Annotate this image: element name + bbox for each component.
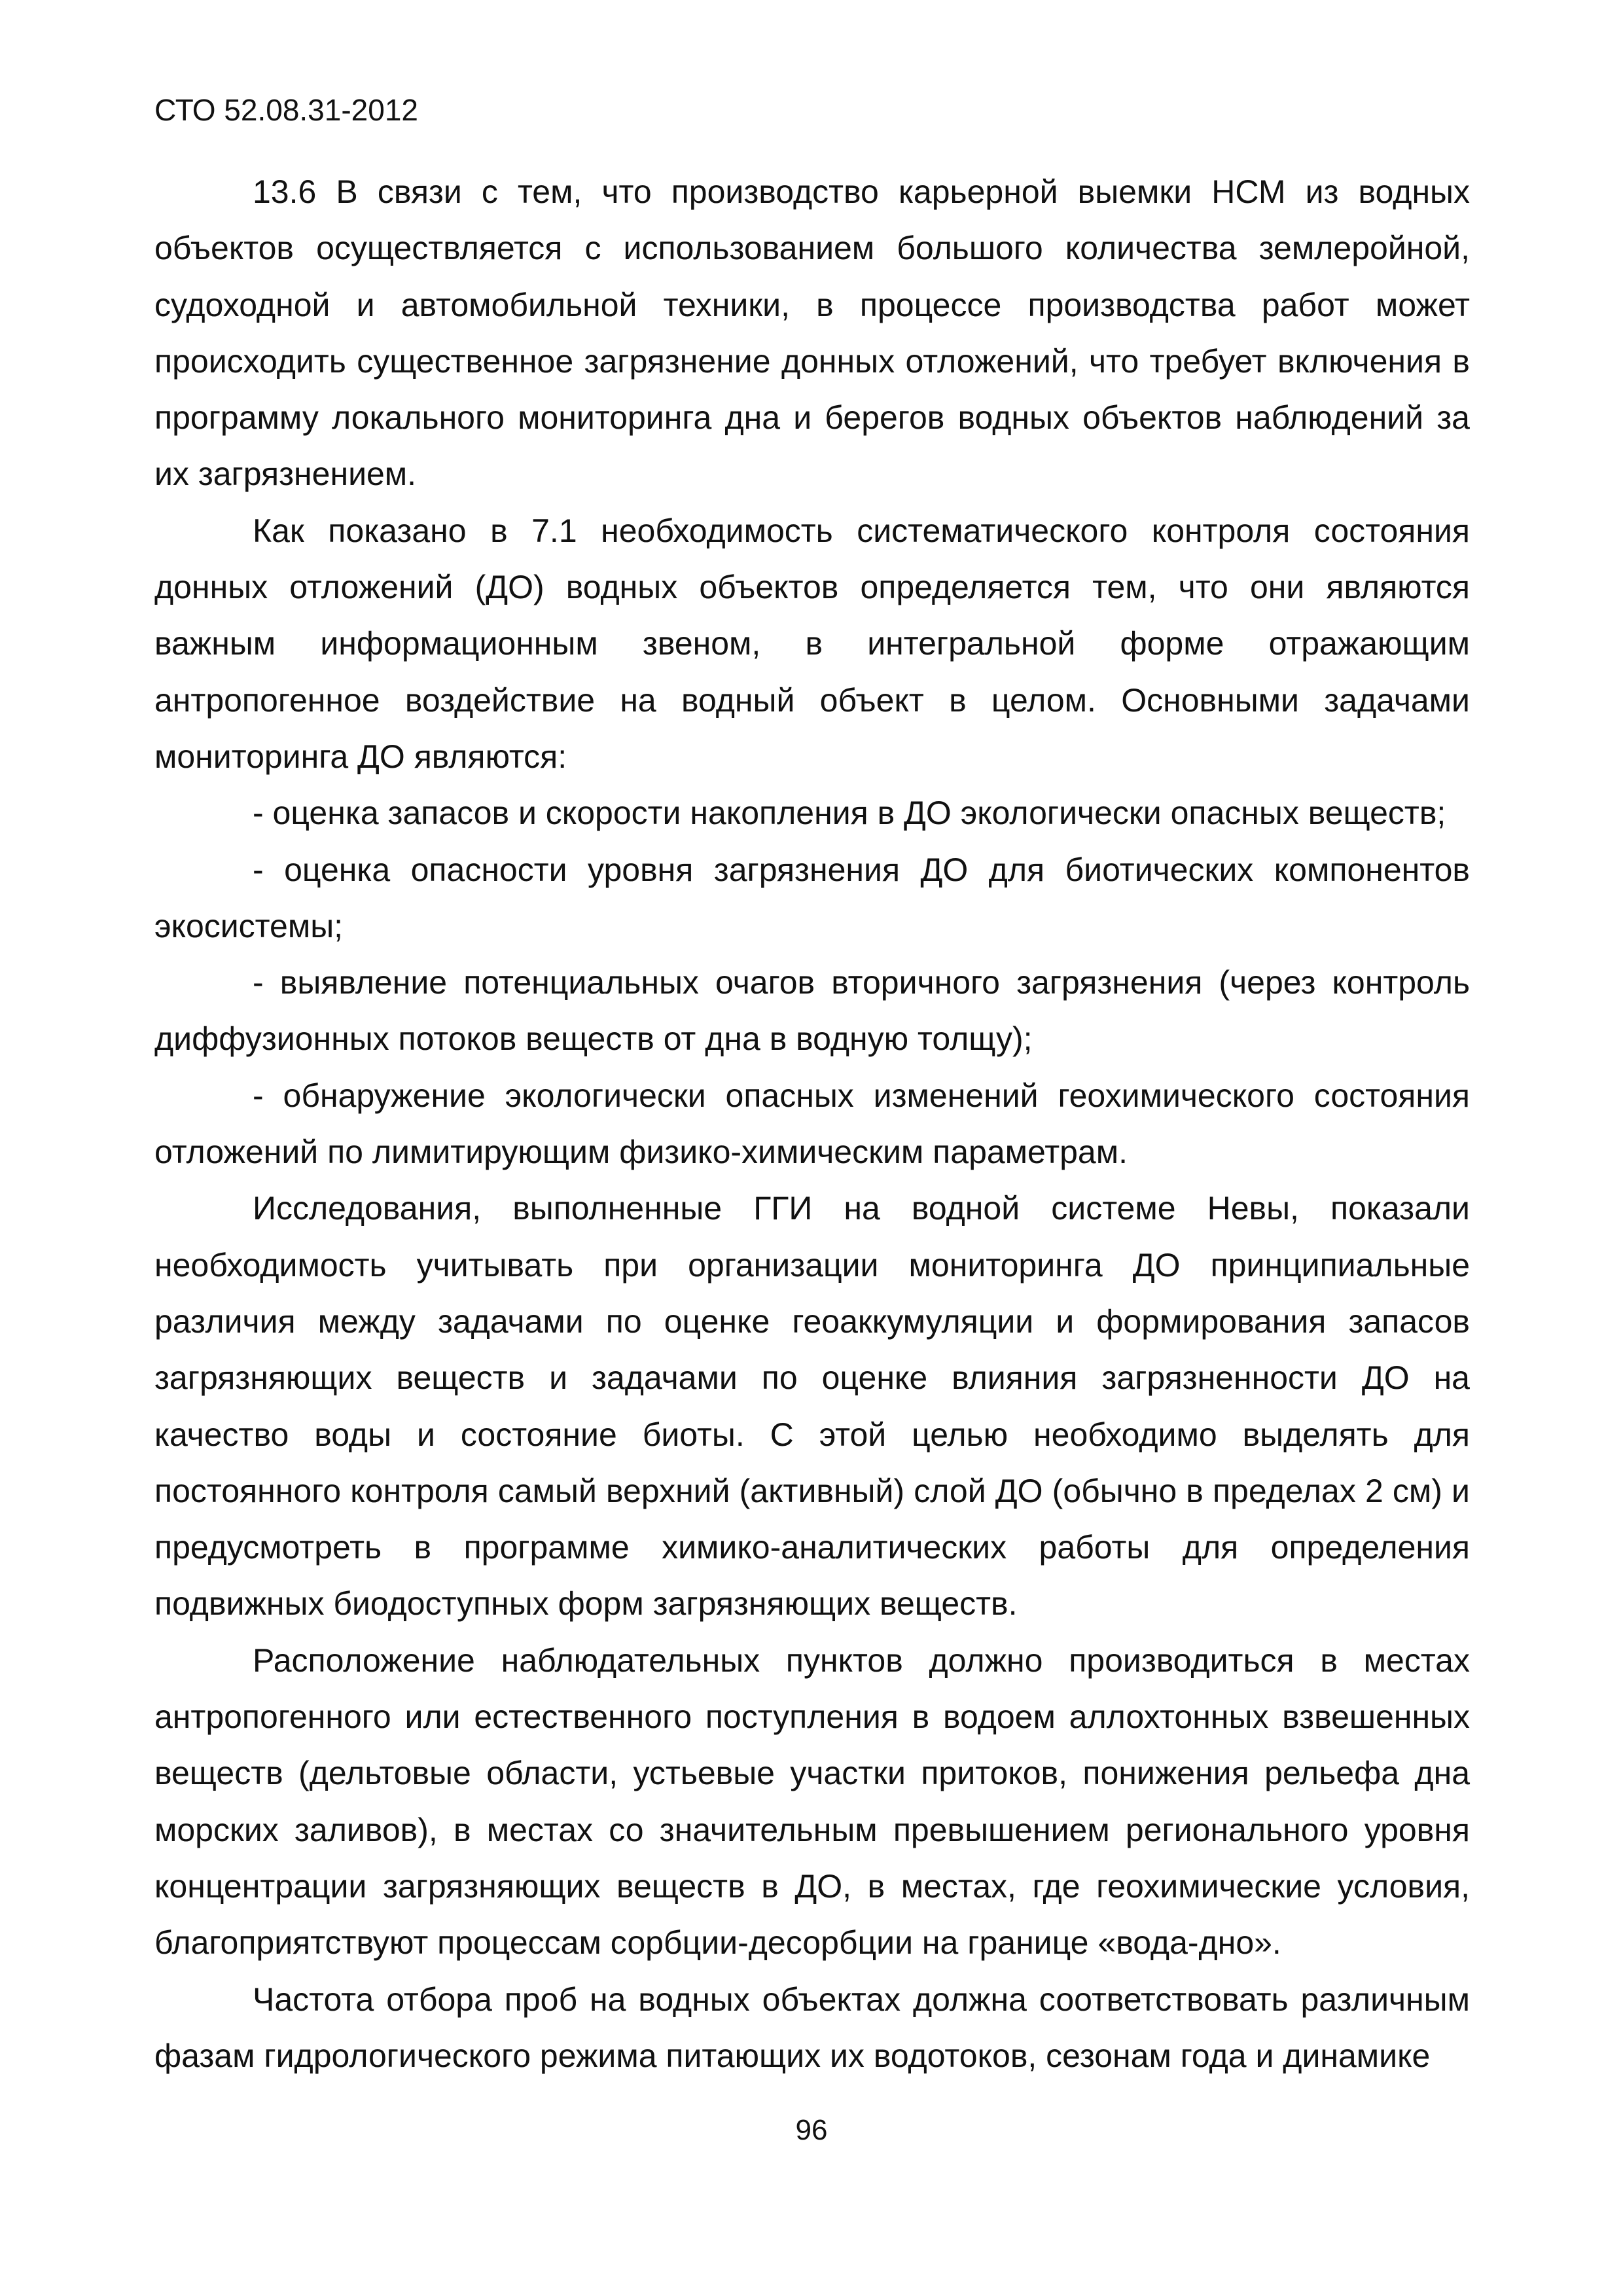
paragraph-13-6: 13.6 В связи с тем, что производство карьерной выемки НСМ из водных объектов осуществляется с использованием большого количества землеройной, судоходной и автомобильной техники, в процессе производства работ может происходить существенное загрязнение донных отложений, что требует включения в программу локального мониторинга дна и берегов водных объектов наблюдений за их загрязнением. <box>154 173 1470 493</box>
paragraph-sampling-frequency: Частота отбора проб на водных объектах должна соответствовать различным фазам гидрологического режима питающих их водотоков, сезонам года и динамике <box>154 1981 1470 2074</box>
list-item-reserves-assessment: - оценка запасов и скорости накопления в ДО экологически опасных веществ; <box>253 795 1446 832</box>
list-item-geochemical-changes: - обнаружение экологически опасных изменений геохимического состояния отложений по лимитирующим физико-химическим параметрам. <box>154 1077 1470 1171</box>
paragraph-monitoring-intro: Как показано в 7.1 необходимость систематического контроля состояния донных отложений (ДО) водных объектов определяется тем, что они являются важным информационным звеном, в интегральной форме отражающим антропогенное воздействие на водный объект в целом. Основными задачами мониторинга ДО являются: <box>154 512 1470 775</box>
page-number: 96 <box>795 2114 828 2146</box>
paragraph-station-location: Расположение наблюдательных пунктов должно производиться в местах антропогенного или естественного поступления в водоем аллохтонных взвешенных веществ (дельтовые области, устьевые участки притоков, понижения рельефа дна морских заливов), в местах со значительным превышением регионального уровня концентрации загрязняющих веществ в ДО, в местах, где геохимические условия, благоприятствуют процессам сорбции-десорбции на границе «вода-дно». <box>154 1641 1470 1962</box>
paragraph-ggi-research: Исследования, выполненные ГГИ на водной системе Невы, показали необходимость учитывать при организации мониторинга ДО принципиальные различия между задачами по оценке геоаккумуляции и формирования запасов загрязняющих веществ и задачами по оценке влияния загрязненности ДО на качество воды и состояние биоты. С этой целью необходимо выделять для постоянного контроля самый верхний (активный) слой ДО (обычно в пределах 2 см) и предусмотреть в программе химико-аналитических работы для определения подвижных биодоступных форм загрязняющих веществ. <box>154 1190 1470 1623</box>
list-item-secondary-pollution: - выявление потенциальных очагов вторичного загрязнения (через контроль диффузионных потоков веществ от дна в водную толщу); <box>154 964 1470 1058</box>
document-code-header: СТО 52.08.31-2012 <box>154 93 418 127</box>
document-body <box>154 164 1470 2084</box>
list-item-hazard-assessment: - оценка опасности уровня загрязнения ДО для биотических компонентов экосистемы; <box>154 851 1470 944</box>
